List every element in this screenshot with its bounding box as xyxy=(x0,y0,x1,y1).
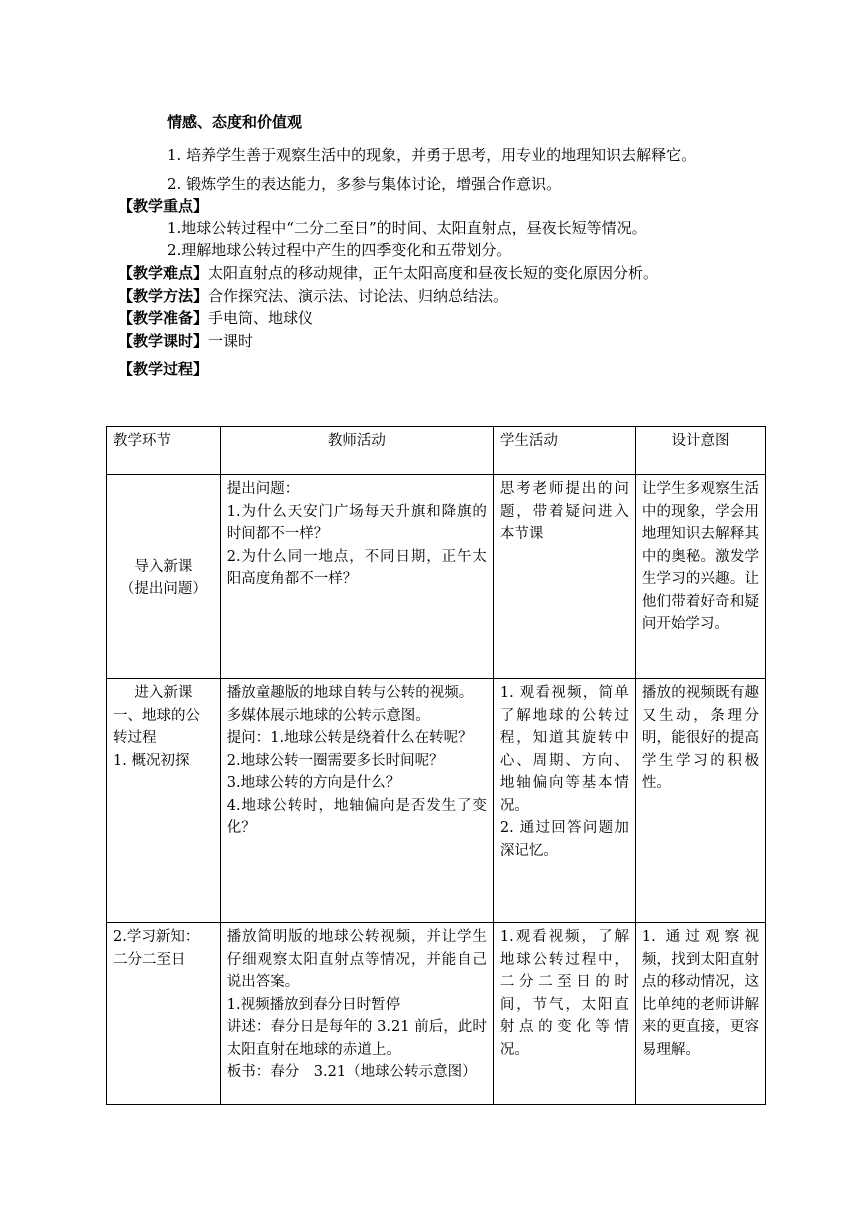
student-text: 2. 通过回答问题加深记忆。 xyxy=(499,820,629,859)
section-heading: 情感、态度和价值观 xyxy=(167,113,303,131)
intent-cell xyxy=(635,679,765,923)
teacher-text: 板书：春分 3.21（地球公转示意图） xyxy=(226,1064,477,1080)
hours-label: 【教学课时】 xyxy=(118,332,209,350)
stage-text: 进入新课 xyxy=(134,685,193,701)
key-points-label: 【教学重点】 xyxy=(118,197,209,215)
key-point-item: 2.理解地球公转过程中产生的四季变化和五带划分。 xyxy=(167,241,512,259)
difficulty-text: 太阳直射点的移动规律，正午太阳高度和昼夜长短的变化原因分析。 xyxy=(208,264,659,282)
stage-cell xyxy=(107,923,221,1105)
intent-text: 1. 通过观察视频，找到太阳直射点的移动情况，这比单纯的老师讲解来的更直接，更容易理解。 xyxy=(641,929,759,1058)
teacher-text: 1.视频播放到春分日时暂停 xyxy=(226,996,401,1013)
difficulty-row xyxy=(118,263,658,283)
prep-label: 【教学准备】 xyxy=(118,309,209,327)
teacher-text: 播放童趣版的地球自转与公转的视频。 xyxy=(226,685,474,701)
intent-text: 播放的视频既有趣又生动，条理分明，能很好的提高学生学习的积极性。 xyxy=(641,685,759,791)
key-point-item: 1.地球公转过程中“二分二至日”的时间、太阳直射点，昼夜长短等情况。 xyxy=(167,219,647,237)
intent-cell xyxy=(635,475,765,679)
intent-text: 让学生多观察生活中的现象，学会用地理知识去解释其中的奥秘。激发学生学习的兴趣。让他们带着好奇和疑问开始学习。 xyxy=(641,481,759,632)
teacher-text: 提出问题： xyxy=(226,481,300,497)
teacher-text: 4.地球公转时，地轴偏向是否发生了变化？ xyxy=(226,797,487,836)
student-cell xyxy=(493,679,635,923)
difficulty-label: 【教学难点】 xyxy=(118,264,209,282)
stage-cell xyxy=(107,475,221,679)
teacher-text: 讲述：春分日是每年的 3.21 前后，此时太阳直射在地球的赤道上。 xyxy=(226,1019,487,1058)
teacher-text: 多媒体展示地球的公转示意图。 xyxy=(226,707,430,724)
stage-text: （提出问题） xyxy=(119,581,207,597)
stage-text: 2.学习新知：二分二至日 xyxy=(113,929,200,968)
prep-text: 手电筒、地球仪 xyxy=(208,309,314,327)
hours-row xyxy=(118,331,253,351)
teacher-text: 播放简明版的地球公转视频，并让学生仔细观察太阳直射点等情况，并能自己说出答案。 xyxy=(226,929,487,990)
teacher-text: 提问：1.地球公转是绕着什么在转呢？ xyxy=(226,730,473,746)
teacher-text: 2.为什么同一地点，不同日期，正午太阳高度角都不一样？ xyxy=(226,548,487,587)
teaching-process-table xyxy=(106,426,766,1105)
header-cell: 教师活动 xyxy=(220,427,493,475)
student-cell xyxy=(493,923,635,1105)
student-text: 1.观看视频，了解地球公转过程中，二分二至日的时间，节气，太阳直射点的变化等情况。 xyxy=(499,929,629,1058)
table-row xyxy=(107,679,766,923)
intent-cell xyxy=(635,923,765,1105)
goal-item: 2. 锻炼学生的表达能力，多参与集体讨论，增强合作意识。 xyxy=(167,175,562,193)
teacher-cell xyxy=(220,475,493,679)
stage-text: 导入新课 xyxy=(134,558,193,575)
stage-text: 1. 概况初探 xyxy=(113,752,190,769)
teacher-cell xyxy=(220,679,493,923)
student-text: 1. 观看视频，简单了解地球的公转过程，知道其旋转中心、周期、方向、地轴偏向等基本情况。 xyxy=(499,685,629,814)
teacher-text: 2.地球公转一圈需要多长时间呢？ xyxy=(226,752,444,769)
student-text: 思考老师提出的问题，带着疑问进入本节课 xyxy=(499,481,629,542)
process-label: 【教学过程】 xyxy=(118,360,209,378)
method-row xyxy=(118,286,508,306)
header-cell: 设计意图 xyxy=(635,427,765,475)
teacher-cell xyxy=(220,923,493,1105)
stage-cell xyxy=(107,679,221,923)
table-row xyxy=(107,923,766,1105)
prep-row xyxy=(118,308,313,328)
table-row xyxy=(107,475,766,679)
teacher-text: 1.为什么天安门广场每天升旗和降旗的时间都不一样？ xyxy=(226,503,487,542)
header-cell: 学生活动 xyxy=(493,427,635,475)
student-cell xyxy=(493,475,635,679)
header-cell: 教学环节 xyxy=(107,427,221,475)
table-header-row xyxy=(107,427,766,475)
teacher-text: 3.地球公转的方向是什么？ xyxy=(226,775,401,791)
hours-text: 一课时 xyxy=(208,332,254,350)
method-label: 【教学方法】 xyxy=(118,287,209,305)
method-text: 合作探究法、演示法、讨论法、归纳总结法。 xyxy=(208,287,509,305)
stage-text: 一、地球的公转过程 xyxy=(113,707,200,746)
goal-item: 1. 培养学生善于观察生活中的现象，并勇于思考，用专业的地理知识去解释它。 xyxy=(167,146,697,164)
